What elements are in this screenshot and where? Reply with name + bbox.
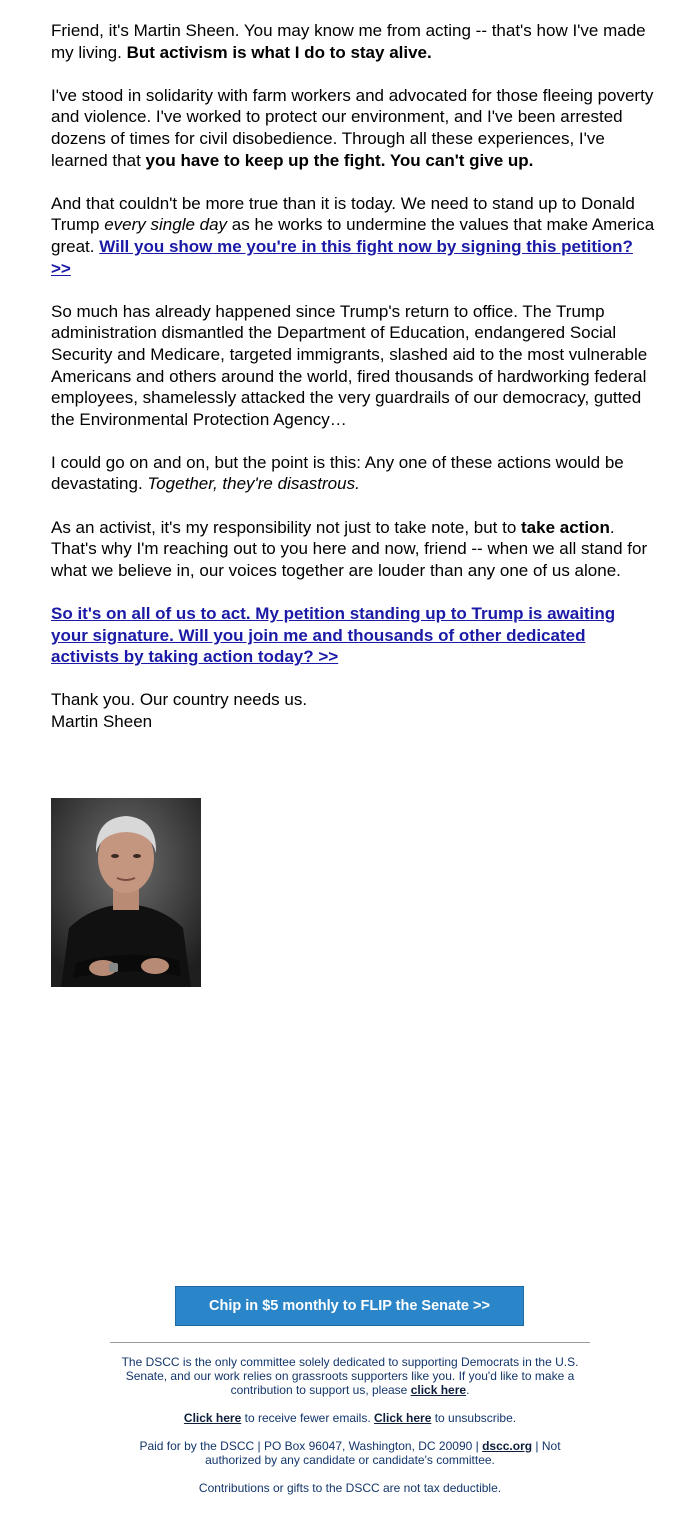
closing-line: Thank you. Our country needs us. [51,690,308,710]
fewer-emails-link[interactable]: Click here [183,1411,242,1425]
italic-text: every single day [104,215,228,235]
signature-name: Martin Sheen [51,712,153,731]
paragraph-text: As an activist, it's my responsibility not just to take note, but to [51,517,522,537]
footer-text: . [466,1383,470,1397]
paragraph-text: as he works to undermine the values that make America great. [51,215,655,256]
petition-link-main[interactable]: So it's on all of us to act. My petition standing up to Trump is awaiting your signature. Will you join me and thousands of other dedicated activists by taking action today? >> [51,604,616,667]
paragraph-text: I've stood in solidarity with farm workers and advocated for those fleeing poverty and violence. I've worked to protect our environment, and I've been arrested dozens of times for civil disobedience. Through all these experiences, I've learned that [51,85,654,170]
portrait-illustration [51,798,201,987]
footer-text: to unsubscribe. [431,1411,517,1425]
chip-in-button[interactable]: Chip in $5 monthly to FLIP the Senate >> [175,1286,524,1326]
paragraph-take-action [51,517,656,582]
paragraph-intro [51,20,656,63]
footer-text: | Not authorized by any candidate or candidate's committee. [205,1439,561,1467]
closing-block [51,689,656,732]
email-body [51,20,656,733]
footer-tax-note: Contributions or gifts to the DSCC are not tax deductible. [198,1481,502,1495]
martin-sheen-photo [51,798,201,987]
petition-link[interactable]: Will you show me you're in this fight now by signing this petition? >> [51,236,633,278]
footer [115,1355,585,1509]
paragraph-text: I could go on and on, but the point is this: Any one of these actions would be devastating. [51,452,624,494]
dscc-site-link[interactable]: dscc.org [482,1439,533,1453]
contribute-link[interactable]: click here [410,1383,467,1397]
footer-paid-for [115,1439,585,1467]
footer-text: Paid for by the DSCC | PO Box 96047, Washington, DC 20090 | [139,1439,483,1453]
paragraph-text: . That's why I'm reaching out to you here and now, friend -- when we all stand for what we believe in, our voices together are louder than any one of us alone. [51,517,648,580]
bold-text: take action [521,517,610,537]
paragraph-disastrous [51,452,656,495]
footer-divider [110,1342,590,1343]
footer-text: to receive fewer emails. [241,1411,374,1425]
footer-email-prefs [115,1411,585,1425]
paragraph-text: Friend, it's Martin Sheen. You may know me from acting -- that's how I've made my living. [51,21,646,62]
footer-about [115,1355,585,1397]
paragraph-activism [51,85,656,171]
italic-text: Together, they're disastrous. [147,474,360,494]
paragraph-text: And that couldn't be more true than it is today. We need to stand up to Donald Trump [51,193,635,235]
bold-text: you have to keep up the fight. You can't give up. [145,150,534,170]
footer-text: The DSCC is the only committee solely dedicated to supporting Democrats in the U.S. Senate, and our work relies on grassroots supporters like you. If you'd like to make a contribution to support us, please [121,1355,579,1397]
bold-text: But activism is what I do to stay alive. [126,42,432,62]
unsubscribe-link[interactable]: Click here [374,1411,432,1425]
paragraph-list: So much has already happened since Trump's return to office. The Trump administration dismantled the Department of Education, endangered Social Security and Medicare, targeted immigrants, slashed aid to the most vulnerable Americans and others around the world, fired thousands of hardworking federal employees, shamelessly attacked the very guardrails of our democracy, gutted the Environmental Protection Agency… [51,301,648,429]
paragraph-stand-up [51,193,656,279]
paragraph-petition-cta [51,603,656,668]
